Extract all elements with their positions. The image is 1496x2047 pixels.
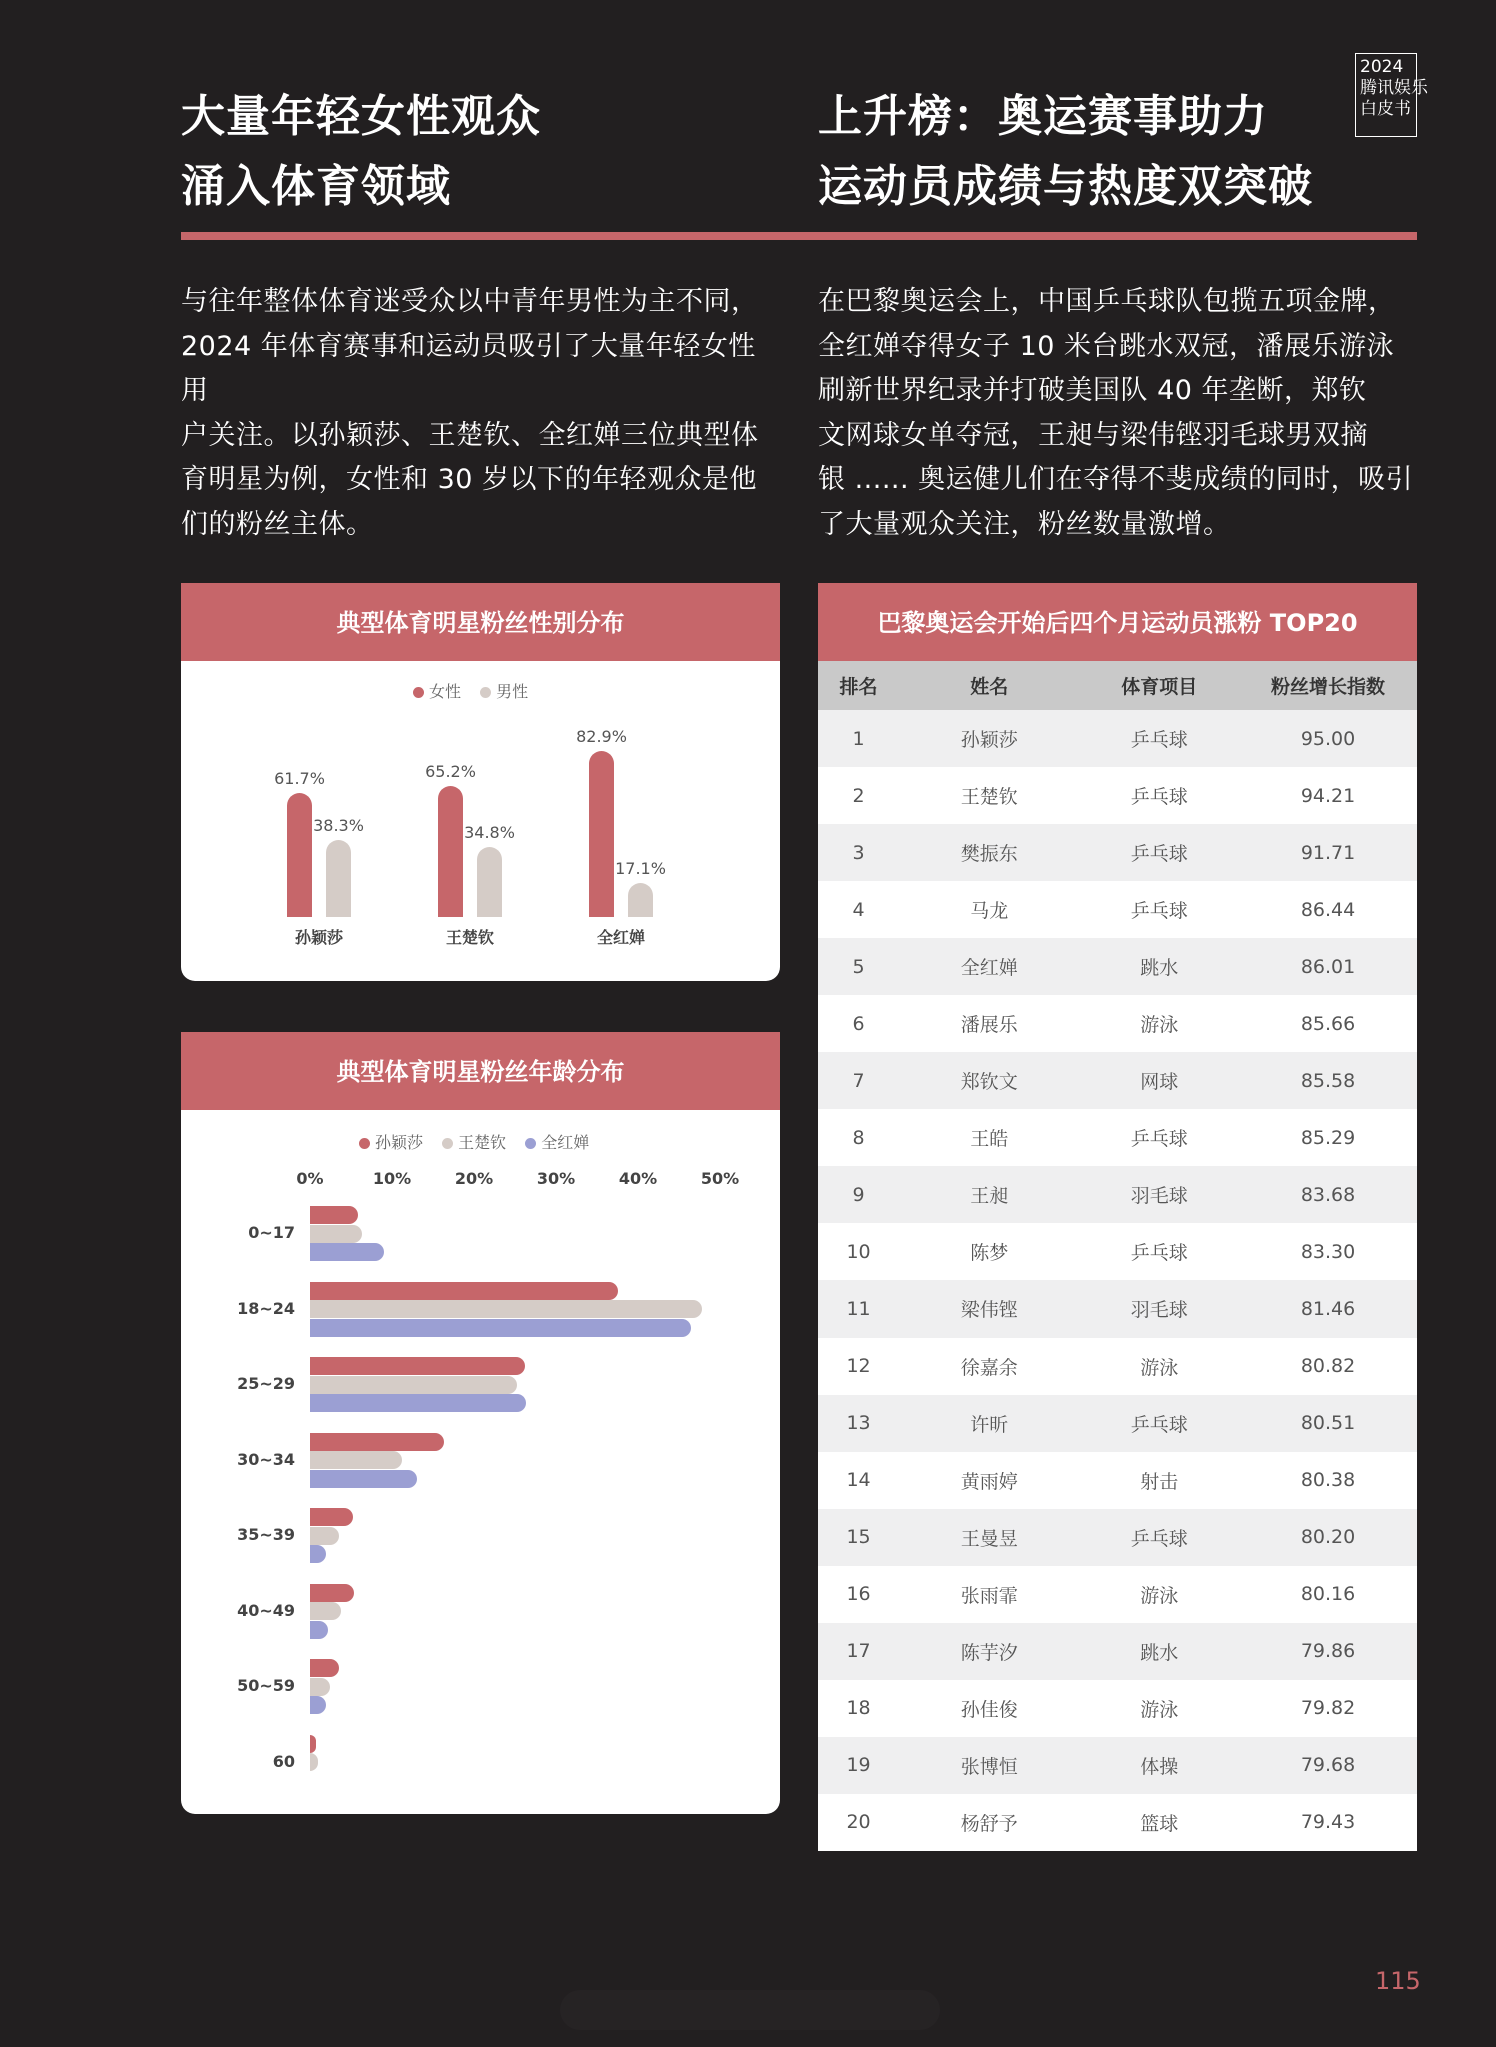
cell-name: 杨舒予 [899,1794,1079,1851]
table-row [818,938,1417,995]
table-row [818,767,1417,824]
cell-sport: 乒乓球 [1079,824,1239,881]
cell-name: 王昶 [899,1166,1079,1223]
cell-name: 陈芋汐 [899,1623,1079,1680]
table-row [818,1680,1417,1737]
cell-growth-index: 83.68 [1239,1166,1417,1223]
age-category-label: 40~49 [237,1600,295,1620]
gender-bar-value-label: 34.8% [464,823,515,843]
cell-name: 黄雨婷 [899,1452,1079,1509]
table-row [818,1794,1417,1851]
right-paragraph-line: 了大量观众关注，粉丝数量激增。 [818,508,1231,540]
table-row [818,995,1417,1052]
right-paragraph-line: 全红婵夺得女子 10 米台跳水双冠，潘展乐游泳 [818,330,1395,362]
gender-bar [326,840,351,917]
legend-wangchuqin-label: 王楚钦 [458,1133,507,1152]
age-bar [310,1545,326,1563]
badge-brand: 腾讯娱乐 [1360,78,1428,98]
cell-name: 马龙 [899,881,1079,938]
age-chart-card [181,1032,780,1814]
gender-category-label: 王楚钦 [445,928,494,947]
cell-growth-index: 86.01 [1239,938,1417,995]
age-bar [310,1584,354,1602]
age-bar [310,1206,358,1224]
age-category-label: 18~24 [237,1298,295,1318]
cell-growth-index: 79.68 [1239,1737,1417,1794]
cell-growth-index: 80.51 [1239,1395,1417,1452]
age-category-label: 35~39 [237,1525,295,1544]
cell-rank: 3 [818,824,899,881]
age-category-label: 0~17 [248,1223,295,1242]
gender-bar-value-label: 17.1% [615,858,666,878]
cell-sport: 射击 [1079,1452,1239,1509]
age-bar [310,1433,444,1451]
age-axis-tick: 0% [296,1169,324,1188]
cell-rank: 9 [818,1166,899,1223]
cell-sport: 游泳 [1079,1338,1239,1395]
cell-name: 潘展乐 [899,995,1079,1052]
right-paragraph-line: 刷新世界纪录并打破美国队 40 年垄断，郑钦 [818,375,1367,406]
cell-name: 樊振东 [899,824,1079,881]
age-bar [310,1527,339,1545]
legend-male-label: 男性 [496,682,529,701]
cell-name: 张博恒 [899,1737,1079,1794]
gender-bar [628,883,653,917]
header-rank: 排名 [818,661,899,710]
cell-rank: 4 [818,881,899,938]
table-row [818,824,1417,881]
ranking-card [818,583,1417,1835]
age-bar [310,1678,330,1696]
cell-rank: 17 [818,1623,899,1680]
cell-rank: 15 [818,1509,899,1566]
cell-rank: 7 [818,1052,899,1109]
whitepaper-badge [1355,53,1428,137]
right-title-line2: 运动员成绩与热度双突破 [818,161,1313,212]
table-row [818,1452,1417,1509]
cell-growth-index: 85.66 [1239,995,1417,1052]
cell-sport: 体操 [1079,1737,1239,1794]
cell-name: 梁伟铿 [899,1280,1079,1337]
badge-year: 2024 [1360,57,1404,77]
legend-quanhongchan-label: 全红婵 [541,1133,590,1152]
age-axis-tick: 10% [372,1169,412,1188]
gender-bar [438,786,463,917]
gender-category-label: 全红婵 [596,928,645,947]
cell-name: 王皓 [899,1109,1079,1166]
age-axis-tick: 20% [454,1169,494,1188]
age-bar [310,1394,526,1412]
right-paragraph-line: 在巴黎奥运会上，中国乒乓球队包揽五项金牌， [818,286,1396,317]
table-row [818,1623,1417,1680]
left-title-line2: 涌入体育领域 [181,161,451,212]
cell-sport: 网球 [1079,1052,1239,1109]
table-row [818,881,1417,938]
cell-growth-index: 79.82 [1239,1680,1417,1737]
cell-name: 王楚钦 [899,767,1079,824]
age-axis-tick: 30% [536,1169,576,1188]
cell-rank: 10 [818,1223,899,1280]
age-axis-tick: 40% [618,1169,658,1188]
cell-sport: 乒乓球 [1079,1223,1239,1280]
gender-bar [477,847,502,917]
right-title [818,82,1313,222]
age-bar [310,1621,328,1639]
table-row [818,1566,1417,1623]
cell-growth-index: 79.86 [1239,1623,1417,1680]
left-title [181,82,541,222]
cell-growth-index: 85.29 [1239,1109,1417,1166]
cell-name: 王曼昱 [899,1509,1079,1566]
table-row [818,710,1417,767]
left-title-line1: 大量年轻女性观众 [181,91,541,142]
left-paragraph-line: 育明星为例，女性和 30 岁以下的年轻观众是他 [181,464,758,495]
table-row [818,1052,1417,1109]
title-divider [181,232,1417,240]
right-paragraph-line: 文网球女单夺冠，王昶与梁伟铿羽毛球男双摘 [818,419,1368,451]
cell-rank: 2 [818,767,899,824]
cell-sport: 乒乓球 [1079,1509,1239,1566]
cell-rank: 16 [818,1566,899,1623]
table-row [818,1223,1417,1280]
gender-bar [287,793,312,917]
cell-sport: 乒乓球 [1079,881,1239,938]
cell-rank: 12 [818,1338,899,1395]
cell-rank: 5 [818,938,899,995]
cell-growth-index: 85.58 [1239,1052,1417,1109]
age-bar [310,1696,326,1714]
age-category-label: 25~29 [237,1374,295,1393]
gender-bar-value-label: 65.2% [425,762,476,782]
cell-rank: 19 [818,1737,899,1794]
cell-sport: 羽毛球 [1079,1280,1239,1337]
cell-growth-index: 80.16 [1239,1566,1417,1623]
cell-sport: 乒乓球 [1079,710,1239,767]
gender-chart-title: 典型体育明星粉丝性别分布 [181,583,780,661]
table-row [818,1166,1417,1223]
cell-sport: 篮球 [1079,1794,1239,1851]
cell-growth-index: 80.20 [1239,1509,1417,1566]
cell-name: 张雨霏 [899,1566,1079,1623]
cell-sport: 乒乓球 [1079,1395,1239,1452]
cell-name: 全红婵 [899,938,1079,995]
age-bar [310,1282,618,1300]
age-bar [310,1376,517,1394]
cell-sport: 羽毛球 [1079,1166,1239,1223]
ranking-header-row [818,661,1417,710]
cell-growth-index: 81.46 [1239,1280,1417,1337]
gender-chart-card [181,583,780,981]
cell-rank: 18 [818,1680,899,1737]
gender-bar-value-label: 61.7% [274,769,325,789]
ranking-body [818,710,1417,1851]
age-bar [310,1602,341,1620]
ranking-table [818,661,1417,1851]
age-bar [310,1300,702,1318]
cell-rank: 20 [818,1794,899,1851]
cell-sport: 乒乓球 [1079,767,1239,824]
header-growth-index: 粉丝增长指数 [1239,661,1417,710]
age-bar [310,1243,384,1261]
table-row [818,1338,1417,1395]
cell-rank: 6 [818,995,899,1052]
age-chart-title: 典型体育明星粉丝年龄分布 [181,1032,780,1110]
left-paragraph [181,280,781,547]
age-bar [310,1735,316,1753]
cell-growth-index: 79.43 [1239,1794,1417,1851]
age-category-label: 50~59 [237,1676,295,1695]
header-name: 姓名 [899,661,1079,710]
age-bar [310,1753,318,1771]
cell-name: 孙颖莎 [899,710,1079,767]
age-category-label: 60 [272,1751,295,1771]
age-bar [310,1470,417,1488]
age-bar [310,1357,525,1375]
table-row [818,1737,1417,1794]
cell-growth-index: 83.30 [1239,1223,1417,1280]
cell-rank: 11 [818,1280,899,1337]
cell-name: 许昕 [899,1395,1079,1452]
gender-bar-value-label: 38.3% [313,816,364,836]
badge-type: 白皮书 [1360,99,1411,119]
left-paragraph-line: 们的粉丝主体。 [181,508,374,540]
table-row [818,1280,1417,1337]
age-bar [310,1225,362,1243]
page-number: 115 [1375,1967,1421,1995]
cell-rank: 13 [818,1395,899,1452]
left-paragraph-line: 户关注。以孙颖莎、王楚钦、全红婵三位典型体 [181,419,759,451]
cell-growth-index: 94.21 [1239,767,1417,824]
cell-sport: 跳水 [1079,938,1239,995]
cell-growth-index: 95.00 [1239,710,1417,767]
age-bar [310,1659,339,1677]
right-title-line1: 上升榜：奥运赛事助力 [818,91,1268,142]
cell-name: 徐嘉余 [899,1338,1079,1395]
cell-rank: 14 [818,1452,899,1509]
age-bar-plot [181,1032,780,1814]
cell-rank: 8 [818,1109,899,1166]
left-paragraph-line: 与往年整体体育迷受众以中青年男性为主不同， [181,286,759,317]
cell-sport: 乒乓球 [1079,1109,1239,1166]
right-paragraph-line: 银 ...... 奥运健儿们在夺得不斐成绩的同时，吸引 [818,464,1414,495]
cell-growth-index: 80.82 [1239,1338,1417,1395]
left-paragraph-line: 2024 年体育赛事和运动员吸引了大量年轻女性用 [181,330,756,406]
right-paragraph [818,280,1418,547]
cell-rank: 1 [818,710,899,767]
gender-bar [589,751,614,917]
table-row [818,1509,1417,1566]
legend-female-label: 女性 [429,682,462,701]
cell-sport: 跳水 [1079,1623,1239,1680]
age-bar [310,1319,691,1337]
table-row [818,1109,1417,1166]
watermark [560,1990,940,2030]
cell-growth-index: 80.38 [1239,1452,1417,1509]
gender-bar-value-label: 82.9% [576,727,627,746]
age-category-label: 30~34 [237,1449,295,1469]
age-bar [310,1451,402,1469]
ranking-title: 巴黎奥运会开始后四个月运动员涨粉 TOP20 [818,583,1417,661]
header-sport: 体育项目 [1079,661,1239,710]
gender-bar-plot [181,583,780,981]
gender-category-label: 孙颖莎 [294,928,343,947]
cell-sport: 游泳 [1079,995,1239,1052]
cell-growth-index: 91.71 [1239,824,1417,881]
cell-name: 孙佳俊 [899,1680,1079,1737]
table-row [818,1395,1417,1452]
cell-growth-index: 86.44 [1239,881,1417,938]
cell-name: 郑钦文 [899,1052,1079,1109]
age-axis-tick: 50% [700,1169,740,1188]
cell-sport: 游泳 [1079,1680,1239,1737]
age-bar [310,1508,353,1526]
cell-name: 陈梦 [899,1223,1079,1280]
legend-sunyingsha-label: 孙颖莎 [375,1133,424,1152]
cell-sport: 游泳 [1079,1566,1239,1623]
